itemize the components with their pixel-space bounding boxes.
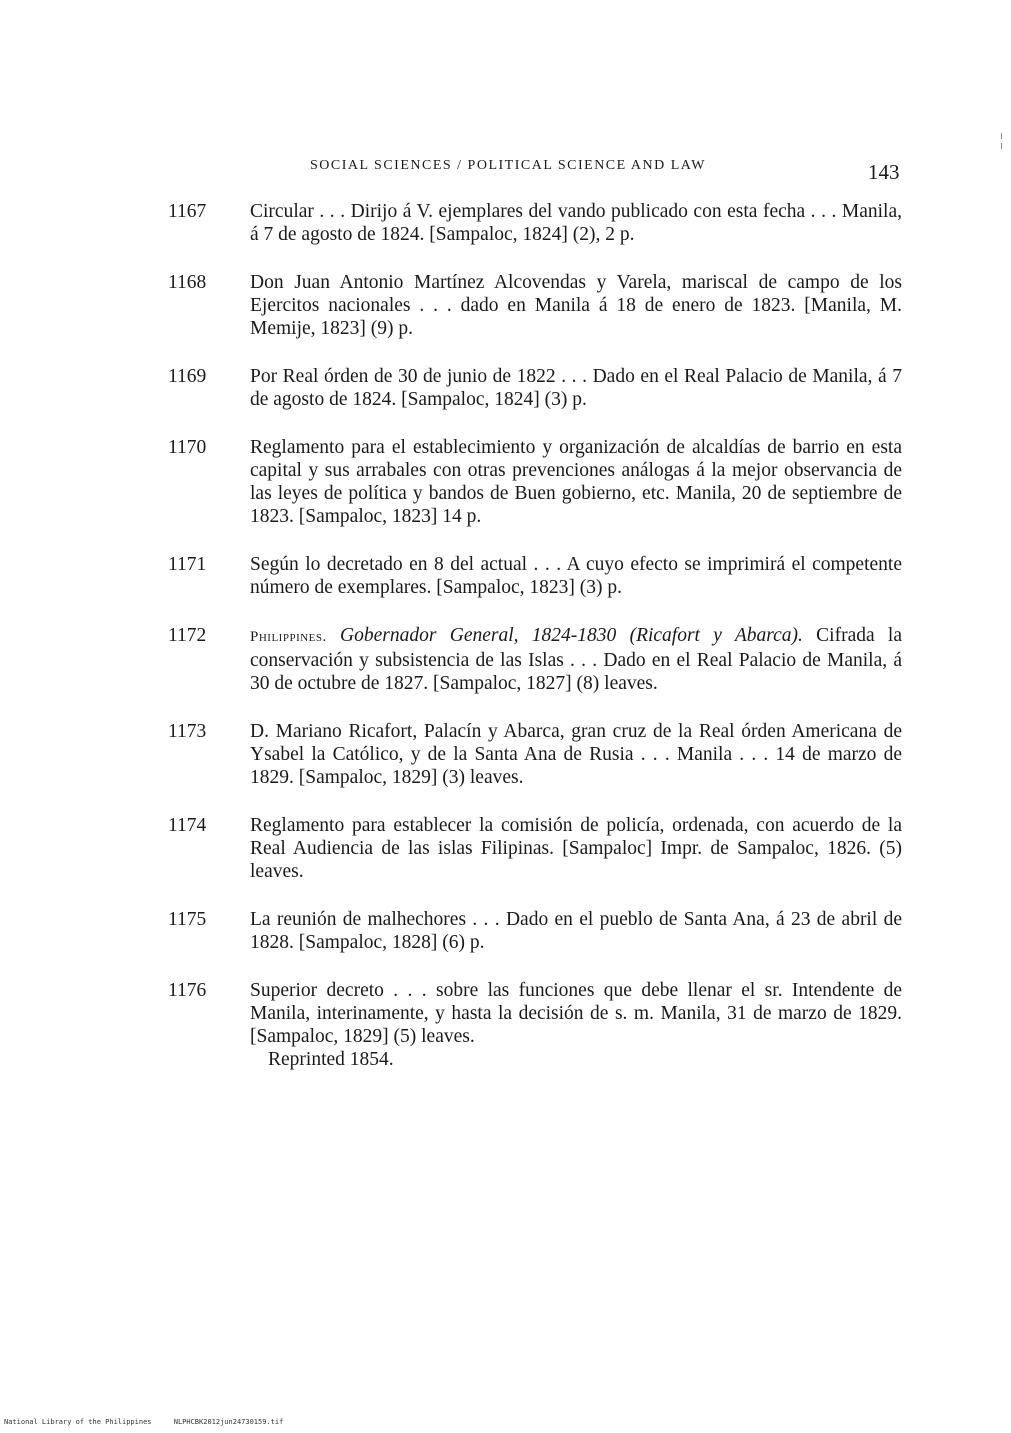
entry-body bbox=[250, 365, 910, 411]
entry-number: 1170 bbox=[168, 437, 207, 458]
entry-list bbox=[150, 200, 910, 1096]
entry-heading: Philippines. bbox=[250, 629, 327, 645]
edge-mark bbox=[1001, 133, 1002, 139]
bibliography-entry bbox=[150, 271, 910, 340]
entry-number: 1171 bbox=[168, 554, 207, 575]
entry-text: Cifrada la conservación y subsistencia de las Islas . . . Dado en el Real Palacio de Manila, á 30 de octubre de 1827. [Sampaloc, 1827] (8) leaves. bbox=[250, 625, 902, 694]
bibliography-entry bbox=[150, 436, 910, 528]
footer bbox=[4, 1418, 301, 1426]
entry-body bbox=[250, 553, 910, 599]
entry-number: 1168 bbox=[168, 272, 207, 293]
bibliography-entry bbox=[150, 979, 910, 1071]
entry-text: Reglamento para el establecimiento y organización de alcaldías de barrio en esta capital y sus arrabales con otras prevenciones análogas á la mejor observancia de las leyes de política y bandos de Buen gobierno, etc. Manila, 20 de septiembre de 1823. [Sampaloc, 1823] 14 p. bbox=[250, 437, 902, 527]
entry-text: La reunión de malhechores . . . Dado en el pueblo de Santa Ana, á 23 de abril de 1828. [Sampaloc, 1828] (6) p. bbox=[250, 909, 902, 953]
entry-number: 1176 bbox=[168, 980, 207, 1001]
entry-text: D. Mariano Ricafort, Palacín y Abarca, gran cruz de la Real órden Americana de Ysabel la Católico, y de la Santa Ana de Rusia . . . Manila . . . 14 de marzo de 1829. [Sampaloc, 1829] (3) leaves. bbox=[250, 721, 902, 788]
entry-text: Reglamento para establecer la comisión de policía, ordenada, con acuerdo de la Real Audiencia de las islas Filipinas. [Sampaloc] Impr. de Sampaloc, 1826. (5) leaves. bbox=[250, 815, 902, 882]
entry-number: 1175 bbox=[168, 909, 207, 930]
entry-body bbox=[250, 624, 910, 695]
entry-body bbox=[250, 720, 910, 789]
entry-number: 1173 bbox=[168, 721, 207, 742]
edge-mark bbox=[1001, 143, 1002, 149]
entry-number: 1167 bbox=[168, 201, 207, 222]
entry-text: Por Real órden de 30 de junio de 1822 . . . Dado en el Real Palacio de Manila, á 7 de agosto de 1824. [Sampaloc, 1824] (3) p. bbox=[250, 366, 902, 410]
bibliography-entry bbox=[150, 553, 910, 599]
entry-text: Según lo decretado en 8 del actual . . . A cuyo efecto se imprimirá el competente número de exemplares. [Sampaloc, 1823] (3) p. bbox=[250, 554, 902, 598]
entry-body bbox=[250, 436, 910, 528]
entry-note: Reprinted 1854. bbox=[268, 1049, 394, 1070]
bibliography-entry bbox=[150, 200, 910, 246]
entry-body bbox=[250, 200, 910, 246]
entry-body bbox=[250, 979, 910, 1071]
entry-body bbox=[250, 814, 910, 883]
footer-library: National Library of the Philippines bbox=[4, 1418, 152, 1426]
entry-number: 1174 bbox=[168, 815, 207, 836]
bibliography-entry bbox=[150, 908, 910, 954]
running-head: SOCIAL SCIENCES / POLITICAL SCIENCE AND LAW bbox=[310, 158, 707, 173]
entry-number: 1169 bbox=[168, 366, 207, 387]
entry-body bbox=[250, 271, 910, 340]
entry-text: Superior decreto . . . sobre las funciones que debe llenar el sr. Intendente de Manila, interinamente, y hasta la decisión de s. m. Manila, 31 de marzo de 1829. [Sampaloc, 1829] (5) leaves. bbox=[250, 980, 902, 1047]
bibliography-entry bbox=[150, 720, 910, 789]
page-number: 143 bbox=[868, 160, 900, 184]
entry-body bbox=[250, 908, 910, 954]
bibliography-entry bbox=[150, 624, 910, 695]
footer-file-id: NLPHCBK2012jun24730159.tif bbox=[173, 1418, 284, 1426]
bibliography-entry bbox=[150, 814, 910, 883]
entry-text: Don Juan Antonio Martínez Alcovendas y Varela, mariscal de campo de los Ejercitos nacionales . . . dado en Manila á 18 de enero de 1823. [Manila, M. Memije, 1823] (9) p. bbox=[250, 272, 902, 339]
bibliography-entry bbox=[150, 365, 910, 411]
entry-subheading: Gobernador General, 1824-1830 (Ricafort y Abarca). bbox=[340, 625, 803, 646]
entry-number: 1172 bbox=[168, 625, 207, 646]
entry-text: Circular . . . Dirijo á V. ejemplares del vando publicado con esta fecha . . . Manila, á 7 de agosto de 1824. [Sampaloc, 1824] (2), 2 p. bbox=[250, 201, 902, 245]
